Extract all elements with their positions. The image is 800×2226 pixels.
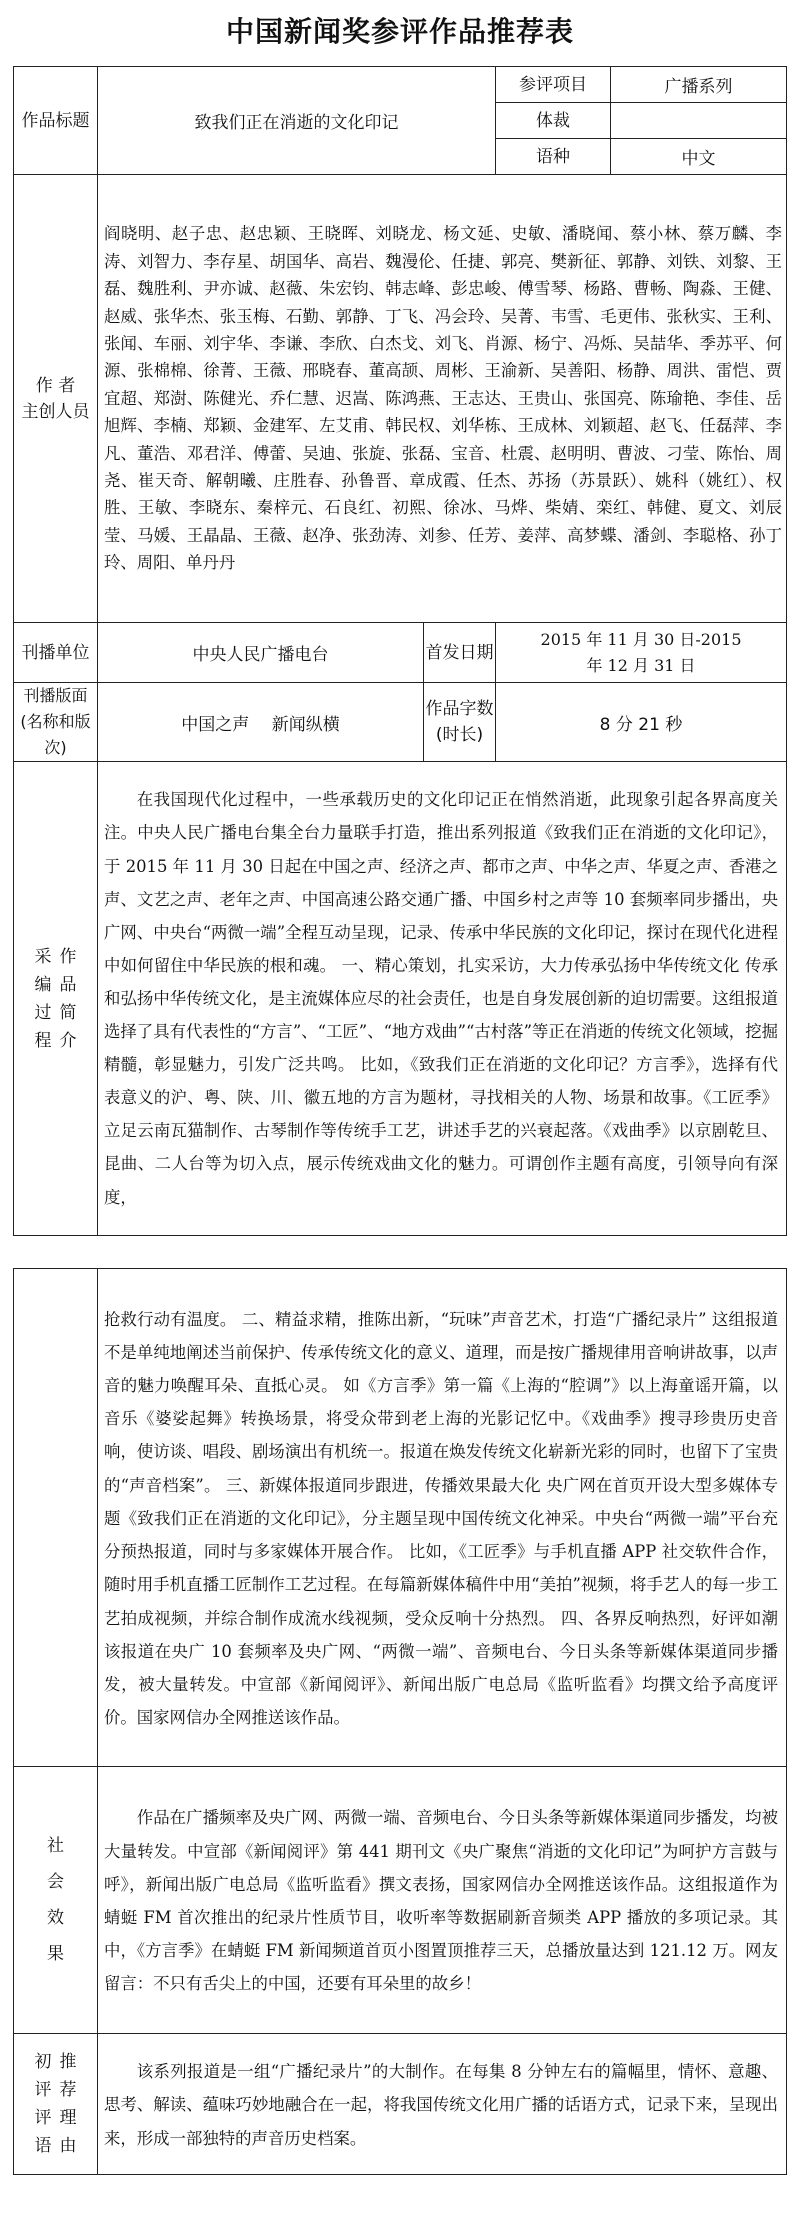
section-label-line1: 刊播版面: [23, 686, 88, 705]
first-date-label: 首发日期: [424, 623, 496, 683]
effect-text: 作品在广播频率及央广网、两微一端、音频电台、今日头条等新媒体渠道同步播发，均被大量转发。中宣部《新闻阅评》第 441 期刊文《央广聚焦“消逝的文化印记”为呵护方言鼓与呼》，新闻出版广电总局《监听监看》撰文表扬，国家网信办全网推送该作品。这组报道作为蜻蜓 FM 首次推出的纪录片性质节目，收听率等数据刷新音频类 APP 播放的多项记录。其中，《方言季》在蜻蜓 FM 新闻频道首页小图置顶推荐三天，总播放量达到 121.12 万。网友留言：不只有舌尖上的中国，还要有耳朵里的故乡！: [98, 1767, 787, 2034]
process-label-right-1: 作: [59, 946, 77, 967]
reason-label-right-4: 由: [59, 2136, 77, 2156]
category-label: 参评项目: [496, 67, 611, 103]
process-label-left-4: 程: [34, 1030, 52, 1051]
process-label-continued: [14, 1269, 98, 1767]
process-label-right-4: 介: [59, 1030, 77, 1051]
process-label-left-2: 编: [34, 974, 52, 995]
process-label: [14, 762, 98, 1236]
reason-label-right-2: 荐: [59, 2080, 77, 2100]
effect-label-4: 果: [47, 1944, 64, 1964]
process-label-right-3: 简: [59, 1002, 77, 1023]
language-label: 语种: [496, 139, 611, 175]
category-value: 广播系列: [611, 67, 787, 103]
section-label-line2: (名称和版次): [20, 712, 91, 757]
first-date-line1: 2015 年 11 月 30 日-2015: [540, 629, 742, 649]
process-label-left-3: 过: [34, 1002, 52, 1023]
recommendation-table-continued: [13, 1268, 787, 2175]
work-title-label: 作品标题: [14, 67, 98, 175]
length-value: 8 分 21 秒: [496, 683, 787, 762]
effect-label-3: 效: [47, 1908, 64, 1928]
authors-list: 阎晓明、赵子忠、赵忠颖、王晓晖、刘晓龙、杨文延、史敏、潘晓闻、蔡小林、蔡万麟、李涛、刘智力、李存星、胡国华、高岩、魏漫伦、任捷、郭亮、樊新征、郭静、刘铁、刘黎、王磊、魏胜利、尹亦诚、赵薇、朱宏钧、韩志峰、彭忠峻、傅雪琴、杨路、曹畅、陶淼、王健、赵威、张华杰、张玉梅、石勤、郭静、丁飞、冯会玲、吴菁、韦雪、毛更伟、张秋实、王利、张闻、车丽、刘宇华、李谦、李欣、白杰戈、刘飞、肖源、杨宁、冯烁、吴喆华、季苏平、何源、张棉棉、徐菁、王薇、邢晓春、董高颉、周彬、王渝新、吴善阳、杨静、周洪、雷恺、贾宜超、郑澍、陈健光、乔仁慧、迟嵩、陈鸿燕、王志达、王贵山、张国亮、陈瑜艳、李佳、岳旭辉、李楠、郑颖、金建军、左艾甫、韩民权、刘华栋、王成林、刘颖超、赵飞、任磊萍、李凡、董浩、邓君洋、傅蕾、吴迪、张旋、张磊、宝音、杜震、赵明明、曹波、刁莹、陈怡、周尧、崔天奇、解朝曦、庄胜春、孙鲁晋、章成霞、任杰、苏扬（苏景跃）、姚科（姚红）、权胜、王敏、李晓东、秦梓元、石良红、初熙、徐冰、马烨、柴婧、栾红、韩健、夏文、刘辰莹、马媛、王晶晶、王薇、赵净、张劲涛、刘参、任芳、姜萍、高梦蝶、潘剑、李聪格、孙丁玲、周阳、单丹丹: [98, 175, 787, 623]
reason-label-left-2: 评: [34, 2080, 52, 2100]
authors-label: [14, 175, 98, 623]
length-label-line1: 作品字数: [425, 699, 494, 719]
first-date-line2: 年 12 月 31 日: [586, 655, 696, 675]
process-label-right-2: 品: [59, 974, 77, 995]
work-title-value: 致我们正在消逝的文化印记: [98, 67, 496, 175]
effect-label-1: 社: [47, 1836, 64, 1856]
first-date-value: [496, 623, 787, 683]
publish-unit-label: 刊播单位: [14, 623, 98, 683]
process-label-left-1: 采: [34, 946, 52, 967]
publish-unit-value: 中央人民广播电台: [98, 623, 424, 683]
genre-value: [611, 103, 787, 139]
authors-label-line1: 作 者: [35, 375, 76, 396]
effect-label-2: 会: [47, 1872, 64, 1892]
reason-label-left-4: 语: [34, 2136, 52, 2156]
language-value: 中文: [611, 139, 787, 175]
effect-label: [14, 1767, 98, 2034]
reason-label-left-1: 初: [34, 2052, 52, 2072]
authors-label-line2: 主创人员: [21, 401, 90, 422]
page-title: 中国新闻奖参评作品推荐表: [225, 15, 574, 48]
reason-label-right-1: 推: [59, 2052, 77, 2072]
process-text-part2: 抢救行动有温度。 二、精益求精，推陈出新，“玩味”声音艺术，打造“广播纪录片” 这组报道不是单纯地阐述当前保护、传承传统文化的意义、道理，而是按广播规律用音响讲故事，以声音的魅力唤醒耳朵、直抵心灵。 如《方言季》第一篇《上海的“腔调”》以上海童谣开篇，以音乐《婆娑起舞》转换场景，将受众带到老上海的光影记忆中。《戏曲季》搜寻珍贵历史音响，使访谈、唱段、剧场演出有机统一。报道在焕发传统文化崭新光彩的同时，也留下了宝贵的“声音档案”。 三、新媒体报道同步跟进，传播效果最大化 央广网在首页开设大型多媒体专题《致我们正在消逝的文化印记》，分主题呈现中国传统文化神采。中央台“两微一端”平台充分预热报道，同时与多家媒体开展合作。 比如，《工匠季》与手机直播 APP 社交软件合作，随时用手机直播工匠制作工艺过程。在每篇新媒体稿件中用“美拍”视频，将手艺人的每一步工艺拍成视频，并综合制作成流水线视频，受众反响十分热烈。 四、各界反响热烈，好评如潮 该报道在央广 10 套频率及央广网、“两微一端”、音频电台、今日头条等新媒体渠道同步播发，被大量转发。中宣部《新闻阅评》、新闻出版广电总局《监听监看》均撰文给予高度评价。国家网信办全网推送该作品。: [98, 1269, 787, 1767]
length-label-line2: (时长): [435, 725, 484, 745]
recommendation-table: [13, 66, 787, 1236]
process-text-part1: 在我国现代化过程中，一些承载历史的文化印记正在悄然消逝，此现象引起各界高度关注。中央人民广播电台集全台力量联手打造，推出系列报道《致我们正在消逝的文化印记》，于 2015 年 11 月 30 日起在中国之声、经济之声、都市之声、中华之声、华夏之声、香港之声、文艺之声、老年之声、中国高速公路交通广播、中国乡村之声等 10 套频率同步播出，央广网、中央台“两微一端”全程互动呈现，记录、传承中华民族的文化印记，探讨在现代化进程中如何留住中华民族的根和魂。 一、精心策划，扎实采访，大力传承弘扬中华传统文化 传承和弘扬中华传统文化，是主流媒体应尽的社会责任，也是自身发展创新的迫切需要。这组报道选择了具有代表性的“方言”、“工匠”、“地方戏曲”“古村落”等正在消逝的传统文化领域，挖掘精髓，彰显魅力，引发广泛共鸣。 比如，《致我们正在消逝的文化印记？方言季》，选择有代表意义的沪、粤、陕、川、徽五地的方言为题材，寻找相关的人物、场景和故事。《工匠季》立足云南瓦猫制作、古琴制作等传统手工艺，讲述手艺的兴衰起落。《戏曲季》以京剧乾旦、昆曲、二人台等为切入点，展示传统戏曲文化的魅力。可谓创作主题有高度，引领导向有深度，: [98, 762, 787, 1236]
length-label: [424, 683, 496, 762]
reason-label-right-3: 理: [59, 2108, 77, 2128]
section-value: 中国之声 新闻纵横: [98, 683, 424, 762]
reason-label-left-3: 评: [34, 2108, 52, 2128]
genre-label: 体裁: [496, 103, 611, 139]
reason-label: [14, 2034, 98, 2175]
reason-text: 该系列报道是一组“广播纪录片”的大制作。在每集 8 分钟左右的篇幅里，情怀、意趣、思考、解读、蕴味巧妙地融合在一起，将我国传统文化用广播的话语方式，记录下来，呈现出来，形成一部独特的声音历史档案。: [98, 2034, 787, 2175]
section-label: [14, 683, 98, 762]
